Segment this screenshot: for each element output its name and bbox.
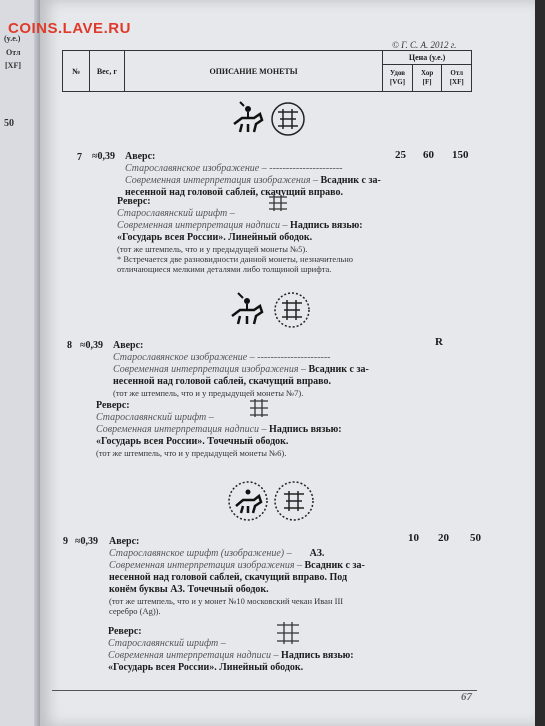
left-page-number: 50 <box>4 118 14 129</box>
header-number: № <box>63 51 90 91</box>
coin-number: 9 <box>63 536 68 547</box>
coin-revers-9: Реверс: Старославянский шрифт – Современная интерпретация надписи – Надпись вязью: «Государь всея России». Линейный ободок. <box>108 626 428 674</box>
price-vg: 25 <box>395 149 406 161</box>
price-xf: 50 <box>470 532 481 544</box>
coin-description-7: Аверс: Старославянское изображение – ---------------------- Современная интерпретация изображения – Всадник с за- несенной над головой саблей, скачущий вправо. <box>125 151 397 199</box>
rarity-mark: R <box>435 336 443 348</box>
inscription-mini-icon <box>266 193 290 213</box>
inscription-mini-icon <box>247 397 271 419</box>
left-page-fragment: Отл <box>6 48 21 57</box>
revers-label: Реверс: <box>96 400 130 411</box>
header-description: ОПИСАНИЕ МОНЕТЫ <box>125 51 383 91</box>
left-page <box>0 0 40 726</box>
coin-number: 8 <box>67 340 72 351</box>
price-vg: 10 <box>408 532 419 544</box>
coin-weight: ≈0,39 <box>75 536 98 547</box>
price-col-vg: Удов [VG] <box>383 65 413 91</box>
coin-images-7 <box>228 100 310 138</box>
coin-revers-7: Реверс: Старославянский шрифт – Современная интерпретация надписи – Надпись вязью: «Государь всея России». Линейный ободок. (тот же штемпель, что и у предыдущей монеты №5). * Встречается две разновидности данной монеты, незначительно отличающиеся мелкими деталями либо толщиной шрифта. <box>117 196 417 274</box>
watermark: COINS.LAVE.RU <box>8 20 131 37</box>
header-price <box>383 51 471 91</box>
coin-images-9 <box>226 480 318 522</box>
table-header <box>62 50 472 92</box>
coin-number: 7 <box>77 152 82 163</box>
revers-label: Реверс: <box>108 626 142 637</box>
inscription-reverse-icon <box>272 103 304 135</box>
revers-label: Реверс: <box>117 196 151 207</box>
left-page-fragment: (y.e.) <box>4 34 21 43</box>
inscription-mini-icon <box>274 620 302 646</box>
coin-description-9: Аверс: Старославянское шрифт (изображение) – АЗ. Современная интерпретация изображения – Всадник с за- несенной над головой саблей, скачущий вправо. Под конём буквы АЗ. Точечный ободок. (тот же штемпель, что и у монет №10 московский чекан Иван III серебро (Ag)). <box>109 536 409 616</box>
page-number: 67 <box>461 691 472 703</box>
footer-rule <box>52 690 477 691</box>
rider-obverse-icon <box>229 482 267 520</box>
avers-label: Аверс: <box>125 151 156 162</box>
coin-description-8: Аверс: Старославянское изображение – ---------------------- Современная интерпретация изображения – Всадник с за- несенной над головой саблей, скачущий вправо. (тот же штемпель, что и у предыдущей монеты №7). <box>113 340 413 398</box>
coin-weight: ≈0,39 <box>80 340 103 351</box>
avers-label: Аверс: <box>109 536 140 547</box>
price-col-f: Хор [F] <box>413 65 443 91</box>
inscription-reverse-icon <box>275 482 313 520</box>
avers-label: Аверс: <box>113 340 144 351</box>
header-weight: Вес, г <box>90 51 125 91</box>
price-xf: 150 <box>452 149 469 161</box>
coin-revers-8: Реверс: Старославянский шрифт – Современная интерпретация надписи – Надпись вязью: «Государь всея России». Точечный ободок. (тот же штемпель, что и у предыдущей монеты №6). <box>96 400 416 458</box>
price-col-xf: Отл [XF] <box>449 69 464 86</box>
rider-obverse-icon <box>232 293 262 324</box>
price-title: Цена (у.е.) <box>383 51 471 65</box>
coin-images-8 <box>226 290 316 330</box>
rider-obverse-icon <box>234 102 262 132</box>
price-f: 20 <box>438 532 449 544</box>
left-page-fragment: [XF] <box>5 61 21 70</box>
price-f: 60 <box>423 149 434 161</box>
inscription-reverse-icon <box>275 293 309 327</box>
copyright: © Г. С. А. 2012 г. <box>392 40 457 50</box>
coin-weight: ≈0,39 <box>92 151 115 162</box>
